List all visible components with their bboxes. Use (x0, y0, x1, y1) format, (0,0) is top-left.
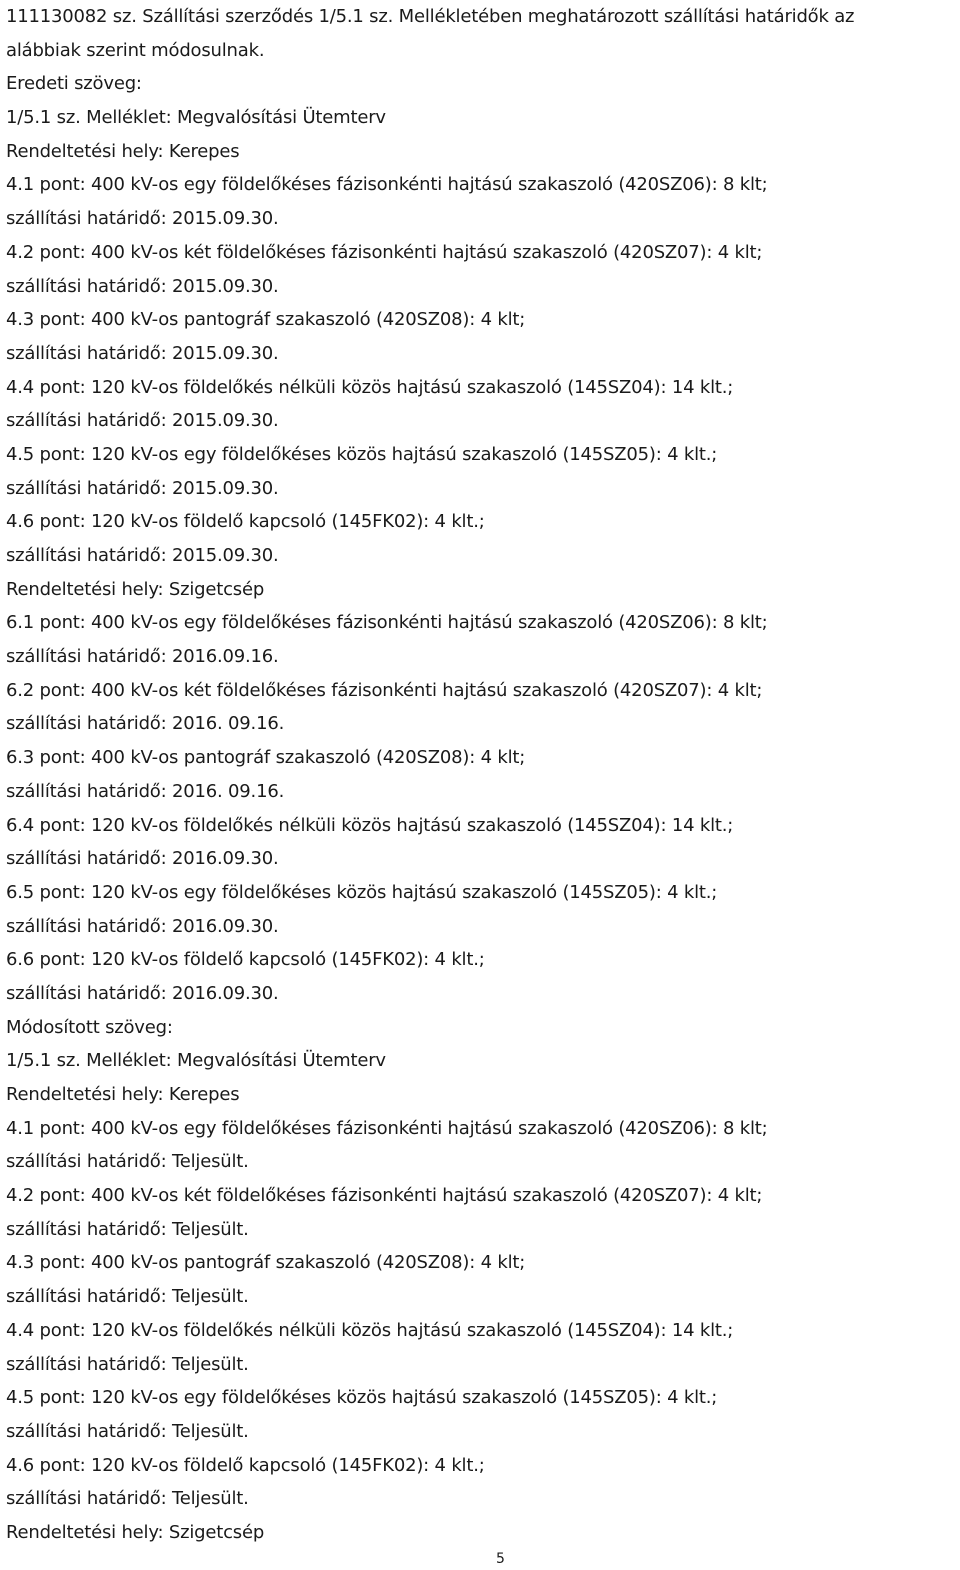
text-line: 4.3 pont: 400 kV-os pantográf szakaszoló (420SZ08): 4 klt; (6, 309, 526, 331)
text-line: Rendeltetési hely: Kerepes (6, 1084, 240, 1105)
text-line: Rendeltetési hely: Szigetcsép (6, 1521, 265, 1543)
text-line: Módosított szöveg: (6, 1016, 173, 1038)
text-line: 6.4 pont: 120 kV-os földelőkés nélküli közös hajtású szakaszoló (145SZ04): 14 klt.; (6, 814, 734, 836)
text-line: szállítási határidő: 2016.09.30. (6, 915, 279, 937)
text-line: 4.3 pont: 400 kV-os pantográf szakaszoló (420SZ08): 4 klt; (6, 1252, 526, 1274)
text-line: 4.4 pont: 120 kV-os földelőkés nélküli közös hajtású szakaszoló (145SZ04): 14 klt.; (6, 1319, 734, 1341)
text-line: szállítási határidő: Teljesült. (6, 1151, 249, 1173)
text-line: Eredeti szöveg: (6, 73, 142, 95)
text-line: 4.6 pont: 120 kV-os földelő kapcsoló (145FK02): 4 klt.; (6, 511, 485, 533)
text-line: 4.1 pont: 400 kV-os egy földelőkéses fázisonkénti hajtású szakaszoló (420SZ06): 8 klt; (6, 1117, 768, 1139)
text-line: 1/5.1 sz. Melléklet: Megvalósítási Ütemterv (6, 107, 386, 129)
text-line: 6.2 pont: 400 kV-os két földelőkéses fázisonkénti hajtású szakaszoló (420SZ07): 4 klt; (6, 679, 763, 701)
text-line: Rendeltetési hely: Kerepes (6, 140, 240, 162)
text-line: 4.5 pont: 120 kV-os egy földelőkéses közös hajtású szakaszoló (145SZ05): 4 klt.; (6, 443, 718, 465)
text-line: 1/5.1 sz. Melléklet: Megvalósítási Ütemterv (6, 1050, 386, 1072)
text-line: szállítási határidő: Teljesült. (6, 1353, 249, 1375)
text-line: szállítási határidő: 2015.09.30. (6, 410, 279, 432)
text-line: szállítási határidő: 2015.09.30. (6, 342, 279, 364)
text-line: szállítási határidő: Teljesült. (6, 1218, 249, 1240)
text-line: 4.6 pont: 120 kV-os földelő kapcsoló (145FK02): 4 klt.; (6, 1454, 485, 1476)
text-line: szállítási határidő: 2016. 09.16. (6, 780, 285, 802)
text-line: 6.1 pont: 400 kV-os egy földelőkéses fázisonkénti hajtású szakaszoló (420SZ06): 8 klt; (6, 612, 768, 634)
document-body (6, 0, 956, 1550)
text-line: szállítási határidő: 2016.09.30. (6, 982, 279, 1004)
text-line: 4.1 pont: 400 kV-os egy földelőkéses fázisonkénti hajtású szakaszoló (420SZ06): 8 klt; (6, 174, 768, 196)
text-line: szállítási határidő: 2016. 09.16. (6, 713, 285, 735)
text-line: 4.4 pont: 120 kV-os földelőkés nélküli közös hajtású szakaszoló (145SZ04): 14 klt.; (6, 376, 734, 398)
text-line: szállítási határidő: 2016.09.16. (6, 646, 279, 668)
text-line: szállítási határidő: Teljesült. (6, 1286, 249, 1308)
text-line: alábbiak szerint módosulnak. (6, 39, 265, 61)
text-line: 4.2 pont: 400 kV-os két földelőkéses fázisonkénti hajtású szakaszoló (420SZ07): 4 klt; (6, 1185, 763, 1207)
text-line: szállítási határidő: Teljesült. (6, 1488, 249, 1510)
text-line: 4.5 pont: 120 kV-os egy földelőkéses közös hajtású szakaszoló (145SZ05): 4 klt.; (6, 1387, 718, 1409)
text-line: szállítási határidő: Teljesült. (6, 1420, 249, 1442)
text-line: 6.5 pont: 120 kV-os egy földelőkéses közös hajtású szakaszoló (145SZ05): 4 klt.; (6, 881, 718, 903)
text-line: szállítási határidő: 2015.09.30. (6, 275, 279, 297)
text-line: 6.3 pont: 400 kV-os pantográf szakaszoló (420SZ08): 4 klt; (6, 747, 526, 769)
text-line: 6.6 pont: 120 kV-os földelő kapcsoló (145FK02): 4 klt.; (6, 949, 485, 971)
text-line: szállítási határidő: 2015.09.30. (6, 477, 279, 499)
text-line: szállítási határidő: 2016.09.30. (6, 848, 279, 870)
text-line: szállítási határidő: 2015.09.30. (6, 545, 279, 566)
text-line: Rendeltetési hely: Szigetcsép (6, 578, 265, 600)
text-line: 4.2 pont: 400 kV-os két földelőkéses fázisonkénti hajtású szakaszoló (420SZ07): 4 klt; (6, 241, 763, 263)
text-line: szállítási határidő: 2015.09.30. (6, 208, 279, 230)
page-number: 5 (496, 1551, 505, 1567)
text-line: 111130082 sz. Szállítási szerződés 1/5.1 sz. Mellékletében meghatározott szállítási határidők az (6, 6, 855, 27)
